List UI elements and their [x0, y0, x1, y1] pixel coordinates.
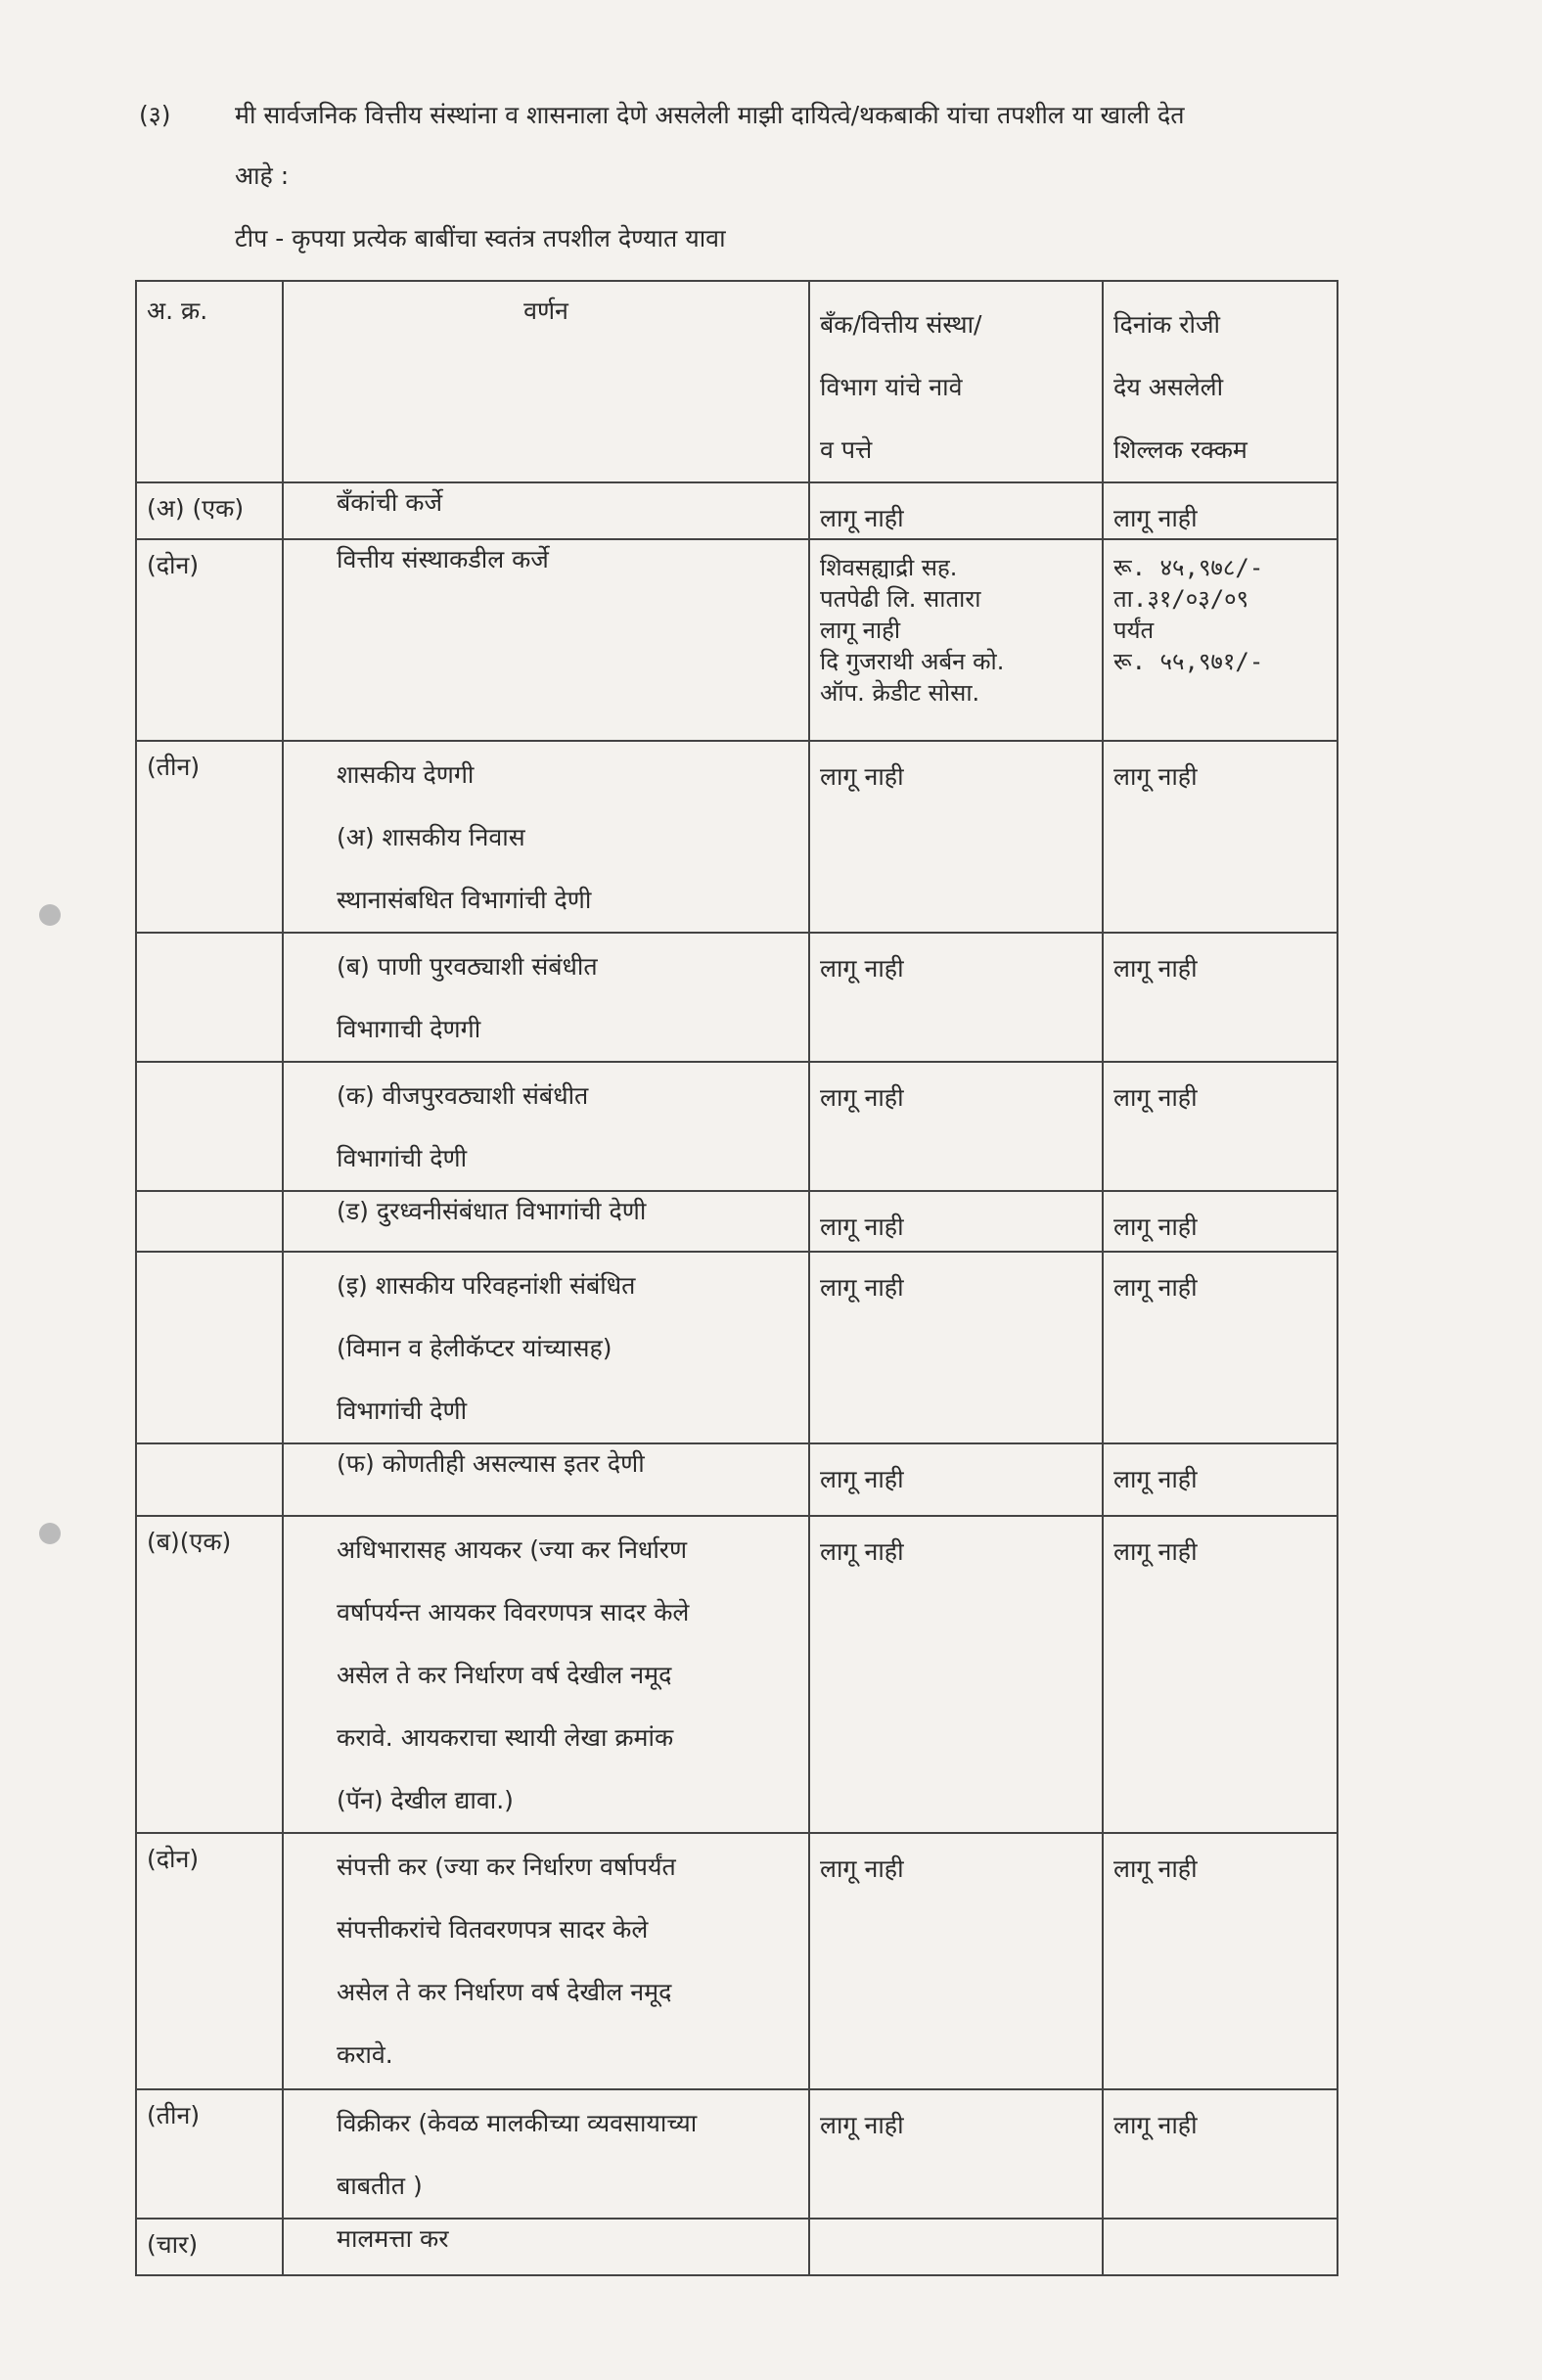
header-amount: दिनांक रोजी देय असलेली शिल्लक रक्कम — [1103, 281, 1338, 482]
table-row — [136, 1252, 1338, 1443]
bank-line: लागू नाही — [820, 1213, 904, 1241]
paragraph-line-2: आहे : — [235, 161, 290, 190]
amount-line: रू. ४५,९७८/- — [1113, 554, 1264, 581]
bank-line: लागू नाही — [820, 2111, 904, 2139]
cell-sr — [136, 1062, 283, 1191]
bank-line: लागू नाही — [820, 617, 901, 644]
cell-sr — [136, 1443, 283, 1516]
table-row — [136, 1833, 1338, 2089]
description-line: करावे. — [337, 2040, 393, 2069]
table-row — [136, 1062, 1338, 1191]
cell-sr: (चार) — [136, 2219, 283, 2275]
description-line: मालमत्ता कर — [337, 2224, 449, 2253]
cell-sr: (दोन) — [136, 1833, 283, 2089]
table-row — [136, 2089, 1338, 2219]
table-row — [136, 1443, 1338, 1516]
cell-bank — [809, 1062, 1103, 1191]
description-line: (इ) शासकीय परिवहनांशी संबंधित — [337, 1271, 636, 1300]
amount-line: रू. ५५,९७१/- — [1113, 648, 1264, 675]
note-text: टीप - कृपया प्रत्येक बाबींचा स्वतंत्र तपशील देण्यात यावा — [235, 224, 726, 252]
cell-description — [283, 1833, 809, 2089]
table-row — [136, 741, 1338, 933]
amount-line: ता.३१/०३/०९ — [1113, 585, 1249, 613]
cell-amount — [1103, 482, 1338, 539]
table-header-row — [136, 281, 1338, 482]
cell-description — [283, 1443, 809, 1516]
description-line: स्थानासंबधित विभागांची देणी — [337, 886, 592, 914]
cell-amount — [1103, 539, 1338, 741]
cell-bank — [809, 1443, 1103, 1516]
cell-amount — [1103, 1252, 1338, 1443]
bank-line: लागू नाही — [820, 954, 904, 983]
table-row — [136, 1516, 1338, 1833]
cell-bank — [809, 1516, 1103, 1833]
amount-line: लागू नाही — [1113, 2111, 1198, 2139]
description-line: असेल ते कर निर्धारण वर्ष देखील नमूद — [337, 1978, 672, 2006]
bank-line: शिवसह्याद्री सह. — [820, 554, 958, 581]
table-row — [136, 1191, 1338, 1252]
header-sr: अ. क्र. — [136, 281, 283, 482]
cell-amount — [1103, 1516, 1338, 1833]
description-line: (क) वीजपुरवठ्याशी संबंधीत — [337, 1081, 589, 1110]
description-line: बाबतीत ) — [337, 2172, 423, 2200]
cell-bank — [809, 1191, 1103, 1252]
amount-line: लागू नाही — [1113, 1083, 1198, 1112]
description-line: संपत्तीकरांचे वितवरणपत्र सादर केले — [337, 1915, 649, 1944]
bank-line: लागू नाही — [820, 762, 904, 791]
description-line: (विमान व हेलीकॅप्टर यांच्यासह) — [337, 1334, 612, 1362]
cell-description — [283, 741, 809, 933]
paragraph-line-1: मी सार्वजनिक वित्तीय संस्थांना व शासनाला देणे असलेली माझी दायित्वे/थकबाकी यांचा तपशील या खाली देत — [235, 101, 1185, 129]
description-line: (पॅन) देखील द्यावा.) — [337, 1786, 514, 1814]
description-line: विभागांची देणी — [337, 1144, 468, 1172]
punch-hole-bottom — [39, 1523, 61, 1544]
amount-line: लागू नाही — [1113, 1854, 1198, 1883]
bank-line: ऑप. क्रेडीट सोसा. — [820, 679, 980, 707]
liabilities-table — [135, 280, 1338, 2276]
bank-line: दि गुजराथी अर्बन को. — [820, 648, 1005, 675]
amount-line: लागू नाही — [1113, 1537, 1198, 1566]
table-row — [136, 539, 1338, 741]
amount-line: लागू नाही — [1113, 1273, 1198, 1302]
cell-bank — [809, 539, 1103, 741]
description-line: वर्षापर्यन्त आयकर विवरणपत्र सादर केले — [337, 1598, 690, 1626]
cell-amount — [1103, 1833, 1338, 2089]
bank-line: लागू नाही — [820, 1465, 904, 1493]
cell-description — [283, 482, 809, 539]
cell-description — [283, 1191, 809, 1252]
header-description: वर्णन — [283, 281, 809, 482]
cell-sr: (ब)(एक) — [136, 1516, 283, 1833]
cell-bank — [809, 482, 1103, 539]
bank-line: लागू नाही — [820, 1537, 904, 1566]
description-line: संपत्ती कर (ज्या कर निर्धारण वर्षापर्यंत — [337, 1853, 676, 1881]
description-line: असेल ते कर निर्धारण वर्ष देखील नमूद — [337, 1661, 672, 1689]
cell-bank — [809, 2219, 1103, 2275]
cell-bank — [809, 1833, 1103, 2089]
cell-sr: (अ) (एक) — [136, 482, 283, 539]
bank-line: लागू नाही — [820, 504, 904, 532]
cell-sr — [136, 933, 283, 1062]
description-line: करावे. आयकराचा स्थायी लेखा क्रमांक — [337, 1723, 674, 1752]
cell-amount — [1103, 1062, 1338, 1191]
table-row — [136, 482, 1338, 539]
cell-amount — [1103, 741, 1338, 933]
bank-line: पतपेढी लि. सातारा — [820, 585, 981, 613]
cell-amount — [1103, 2219, 1338, 2275]
cell-description — [283, 1516, 809, 1833]
cell-amount — [1103, 2089, 1338, 2219]
cell-description — [283, 539, 809, 741]
description-line: विभागाची देणगी — [337, 1015, 481, 1043]
cell-bank — [809, 2089, 1103, 2219]
amount-line: लागू नाही — [1113, 1465, 1198, 1493]
description-line: विक्रीकर (केवळ मालकीच्या व्यवसायाच्या — [337, 2109, 698, 2137]
cell-description — [283, 2219, 809, 2275]
bank-line: लागू नाही — [820, 1854, 904, 1883]
cell-sr — [136, 1191, 283, 1252]
amount-line: पर्यंत — [1113, 617, 1155, 644]
table-row — [136, 933, 1338, 1062]
amount-line: लागू नाही — [1113, 762, 1198, 791]
cell-amount — [1103, 933, 1338, 1062]
description-line: (ड) दुरध्वनीसंबंधात विभागांची देणी — [337, 1197, 647, 1225]
cell-amount — [1103, 1443, 1338, 1516]
amount-line: लागू नाही — [1113, 954, 1198, 983]
punch-hole-top — [39, 904, 61, 926]
cell-description — [283, 2089, 809, 2219]
cell-sr: (तीन) — [136, 741, 283, 933]
cell-description — [283, 933, 809, 1062]
header-bank: बँक/वित्तीय संस्था/ विभाग यांचे नावे व पत्ते — [809, 281, 1103, 482]
amount-line: लागू नाही — [1113, 504, 1198, 532]
description-line: विभागांची देणी — [337, 1396, 468, 1425]
cell-bank — [809, 1252, 1103, 1443]
bank-line: लागू नाही — [820, 1083, 904, 1112]
cell-sr: (तीन) — [136, 2089, 283, 2219]
description-line: बँकांची कर्जे — [337, 488, 442, 517]
description-line: वित्तीय संस्थाकडील कर्जे — [337, 545, 549, 573]
description-line: शासकीय देणगी — [337, 760, 475, 789]
table-row — [136, 2219, 1338, 2275]
table-body — [136, 482, 1338, 2275]
description-line: (ब) पाणी पुरवठ्याशी संबंधीत — [337, 952, 598, 981]
amount-line: लागू नाही — [1113, 1213, 1198, 1241]
cell-description — [283, 1252, 809, 1443]
description-line: (अ) शासकीय निवास — [337, 823, 525, 851]
bank-line: लागू नाही — [820, 1273, 904, 1302]
cell-bank — [809, 933, 1103, 1062]
cell-description — [283, 1062, 809, 1191]
description-line: अधिभारासह आयकर (ज्या कर निर्धारण — [337, 1535, 688, 1564]
cell-sr: (दोन) — [136, 539, 283, 741]
cell-bank — [809, 741, 1103, 933]
paragraph-number: (३) — [139, 101, 171, 129]
cell-amount — [1103, 1191, 1338, 1252]
description-line: (फ) कोणतीही असल्यास इतर देणी — [337, 1449, 645, 1478]
cell-sr — [136, 1252, 283, 1443]
